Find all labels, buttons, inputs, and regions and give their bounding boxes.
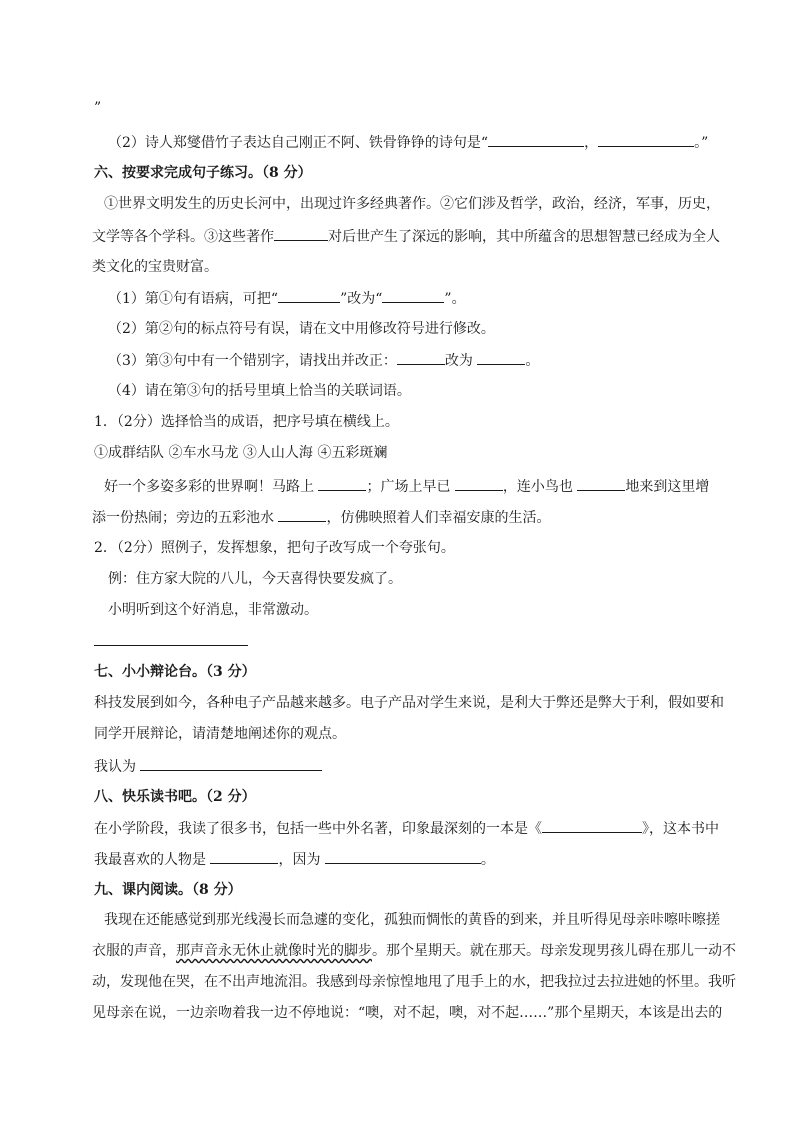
sec9-wavy-phrase: 那声音永无休止就像时光的脚步	[176, 943, 372, 959]
sec6-para-line3: 类文化的宝贵财富。	[92, 259, 218, 275]
sec7-para-2: 同学开展辩论，请清楚地阐述你的观点。	[94, 726, 346, 742]
q5-2-line	[108, 132, 738, 153]
sec8-line-2	[94, 849, 724, 870]
sec9-para-4: 见母亲在说，一边亲吻着我一边不停地说：“噢，对不起，噢，对不起……”那个星期天，本该是出去的	[92, 1005, 723, 1021]
section-6-heading: 六、按要求完成句子练习。（8 分）	[94, 165, 312, 181]
sec6-q1-text: （1）第①句有语病，可把“	[108, 291, 279, 307]
item-1-line1	[104, 476, 734, 497]
item-1-line2	[92, 507, 722, 528]
sec6-q1	[108, 288, 738, 309]
blank-q1-b[interactable]	[382, 288, 444, 303]
sec8-text-a: 在小学阶段，我读了很多书，包括一些中外名著，印象最深刻的一本是《	[94, 821, 542, 837]
sec7-answer	[94, 756, 724, 777]
blank-book-title[interactable]	[542, 818, 642, 833]
blank-q1-a[interactable]	[278, 288, 340, 303]
blank-character[interactable]	[210, 849, 278, 864]
sec6-para-text-2: 对后世产生了深远的影响，其中所蕴含的思想智慧已经成为全人	[328, 229, 720, 245]
sec9-text-b: 。那个星期天。就在那天。母亲发现男孩儿碍在那儿一动不	[372, 943, 736, 959]
blank-idiom-4[interactable]	[278, 507, 326, 522]
q5-2-comma: ，	[584, 135, 599, 151]
sec6-q3-end: 。	[525, 353, 540, 369]
item-1-options: ①成群结队 ②车水马龙 ③人山人海 ④五彩斑斓	[94, 445, 388, 461]
item-2-answer-line[interactable]	[94, 631, 724, 652]
blank-q3-wrong[interactable]	[397, 350, 445, 365]
blank-exaggeration[interactable]	[94, 631, 248, 646]
sec9-para-3: 动，发现他在哭，在不出声地流泪。我感到母亲惊惶地甩了甩手上的水，把我拉过去拉进她的怀里。我听	[92, 974, 736, 990]
sec9-para-2	[92, 941, 736, 961]
blank-connective[interactable]	[274, 226, 328, 241]
sec8-text-b: 》，这本书中	[642, 821, 719, 837]
blank-idiom-3[interactable]	[577, 476, 625, 491]
sec9-para-1: 我现在还能感觉到那光线漫长而急遽的变化，孤独而惆怅的黄昏的到来，并且听得见母亲咔嚓咔嚓搓	[104, 912, 720, 928]
sec6-q3	[108, 350, 738, 371]
section-8-heading: 八、快乐读书吧。（2 分）	[94, 789, 256, 805]
item1-text-e: 添一份热闹；旁边的五彩池水	[92, 510, 279, 526]
sec6-q4: （4）请在第③句的括号里填上恰当的关联词语。	[108, 383, 411, 399]
sec8-text-c: 我最喜欢的人物是	[94, 852, 211, 868]
blank-idiom-1[interactable]	[318, 476, 366, 491]
item-1-title: 1．（2分）选择恰当的成语，把序号填在横线上。	[94, 414, 399, 430]
blank-reason[interactable]	[325, 849, 481, 864]
blank-opinion[interactable]	[140, 756, 322, 771]
item1-text-f: ，仿佛映照着人们幸福安康的生活。	[326, 510, 551, 526]
sec6-para-text: 文学等各个学科。③这些著作	[92, 229, 274, 245]
sec6-q3-mid: 改为	[444, 353, 478, 369]
item-2-example: 例：住方家大院的八儿，今天喜得快要发疯了。	[108, 571, 402, 587]
sec8-text-e: 。	[480, 852, 495, 868]
sec7-answer-label: 我认为	[94, 759, 141, 775]
item1-text-d: 地来到这里增	[625, 479, 710, 495]
item-2-sentence: 小明听到这个好消息，非常激动。	[108, 602, 318, 618]
blank-poem-2[interactable]	[598, 132, 694, 147]
section-7-heading: 七、小小辩论台。（3 分）	[94, 664, 256, 680]
sec6-para-line2	[92, 226, 722, 247]
blank-q3-right[interactable]	[477, 350, 525, 365]
sec9-text-a: 衣服的声音，	[92, 943, 176, 959]
blank-poem-1[interactable]	[488, 132, 584, 147]
top-quote: ”	[94, 100, 102, 116]
sec6-para-line1: ①世界文明发生的历史长河中，出现过许多经典著作。②它们涉及哲学，政治，经济，军事，历史，	[104, 196, 720, 212]
sec6-q1-end: ”。	[444, 291, 466, 307]
item1-text-b: ；广场上早已	[366, 479, 455, 495]
q5-2-end: 。”	[694, 135, 709, 151]
item1-text-a: 好一个多姿多彩的世界啊！马路上	[104, 479, 319, 495]
sec8-text-d: ，因为	[278, 852, 325, 868]
blank-idiom-2[interactable]	[455, 476, 503, 491]
sec6-q1-mid: ”改为“	[340, 291, 383, 307]
q5-2-text: （2）诗人郑燮借竹子表达自己刚正不阿、铁骨铮铮的诗句是“	[108, 135, 489, 151]
sec8-line-1	[94, 818, 724, 839]
section-9-heading: 九、课内阅读。（8 分）	[94, 882, 242, 898]
sec7-para-1: 科技发展到如今，各种电子产品越来越多。电子产品对学生来说，是利大于弊还是弊大于利，假如要和	[94, 695, 724, 711]
item-2-title: 2．（2分）照例子，发挥想象，把句子改写成一个夸张句。	[94, 540, 455, 556]
item1-text-c: ，连小鸟也	[502, 479, 578, 495]
sec6-q3-text: （3）第③句中有一个错别字，请找出并改正：	[108, 353, 397, 369]
sec6-q2: （2）第②句的标点符号有误，请在文中用修改符号进行修改。	[108, 321, 495, 337]
